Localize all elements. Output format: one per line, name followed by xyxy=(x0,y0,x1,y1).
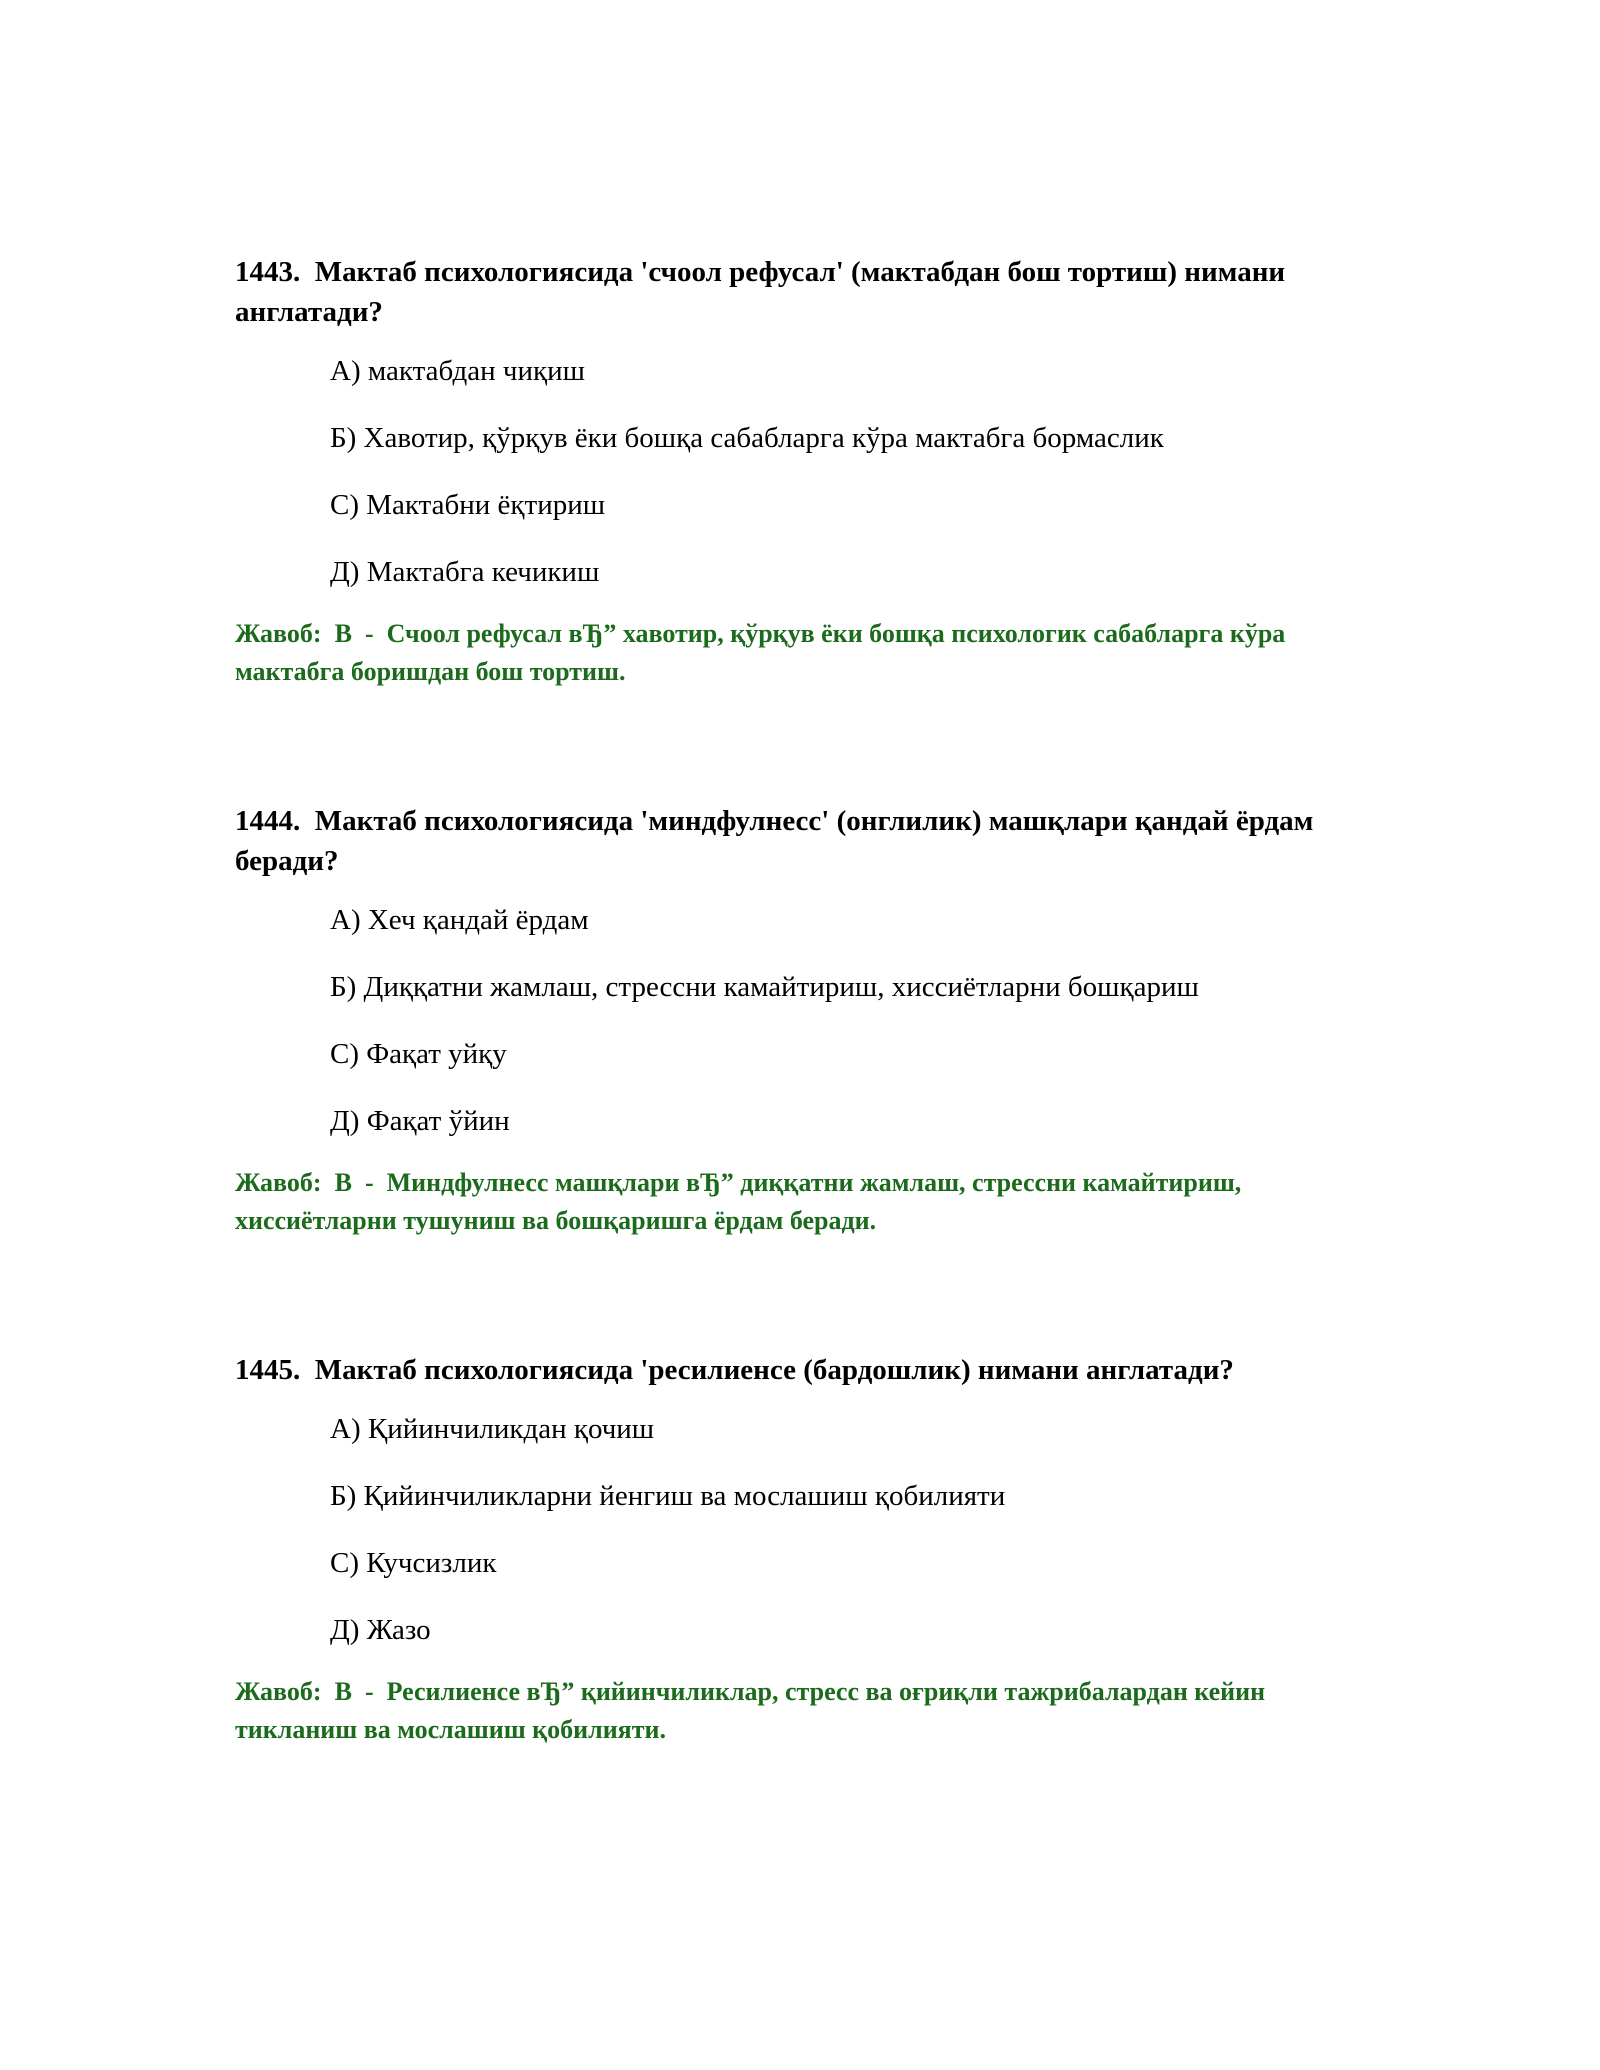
question-1444 xyxy=(235,801,1365,1240)
option-d: Д) Жазо xyxy=(330,1614,431,1646)
option-a: А) мактабдан чиқиш xyxy=(330,355,585,387)
question-number: 1444. xyxy=(235,805,301,837)
option-c: С) Фақат уйқу xyxy=(330,1038,507,1070)
question-text xyxy=(235,801,1365,881)
answer-letter: B xyxy=(334,619,352,648)
options-list xyxy=(235,900,1365,1141)
answer-text: Жавоб: B - Ресилиенсе вЂ” қийинчиликлар, стресс ва оғриқли тажрибалардан кейин тикланиш ва мослашиш қобилияти. xyxy=(235,1677,1266,1744)
option-c: С) Мактабни ёқтириш xyxy=(330,489,606,521)
answer-label: Жавоб: xyxy=(235,1168,322,1197)
answer-label: Жавоб: xyxy=(235,619,322,648)
option-d: Д) Фақат ўйин xyxy=(330,1105,510,1137)
answer-text: Жавоб: B - Миндфулнесс машқлари вЂ” диққатни жамлаш, стрессни камайтириш, хиссиётларни тушуниш ва бошқаришга ёрдам беради. xyxy=(235,1168,1242,1235)
question-number: 1443. xyxy=(235,256,301,288)
question-body: Мактаб психологиясида 'миндфулнесс' (онглилик) машқлари қандай ёрдам беради? xyxy=(235,805,1314,877)
question-number: 1445. xyxy=(235,1354,301,1386)
option-d: Д) Мактабга кечикиш xyxy=(330,556,600,588)
option-c: С) Кучсизлик xyxy=(330,1547,497,1579)
answer-explanation: Счоол рефусал вЂ” хавотир, қўрқув ёки бошқа психологик сабабларга кўра мактабга боришдан бош тортиш. xyxy=(235,619,1286,686)
answer-explanation: Миндфулнесс машқлари вЂ” диққатни жамлаш, стрессни камайтириш, хиссиётларни тушуниш ва бошқаришга ёрдам беради. xyxy=(235,1168,1242,1235)
question-body: Мактаб психологиясида 'ресилиенсе (бардошлик) нимани англатади? xyxy=(314,1354,1234,1386)
answer-explanation: Ресилиенсе вЂ” қийинчиликлар, стресс ва оғриқли тажрибалардан кейин тикланиш ва мослашиш қобилияти. xyxy=(235,1677,1266,1744)
option-b: Б) Хавотир, қўрқув ёки бошқа сабабларга кўра мактабга бормаслик xyxy=(330,422,1164,454)
answer-label: Жавоб: xyxy=(235,1677,322,1706)
option-a: А) Қийинчиликдан қочиш xyxy=(330,1413,655,1445)
options-list xyxy=(235,351,1365,592)
question-text xyxy=(235,1350,1365,1390)
options-list xyxy=(235,1409,1365,1650)
option-b: Б) Диққатни жамлаш, стрессни камайтириш, хиссиётларни бошқариш xyxy=(330,971,1199,1003)
question-text xyxy=(235,252,1365,332)
question-1443 xyxy=(235,252,1365,691)
answer-letter: B xyxy=(334,1168,352,1197)
answer-text: Жавоб: B - Счоол рефусал вЂ” хавотир, қўрқув ёки бошқа психологик сабабларга кўра мактабга боришдан бош тортиш. xyxy=(235,619,1286,686)
option-a: А) Хеч қандай ёрдам xyxy=(330,904,589,936)
option-b: Б) Қийинчиликларни йенгиш ва мослашиш қобилияти xyxy=(330,1480,1006,1512)
answer-letter: B xyxy=(334,1677,352,1706)
question-body: Мактаб психологиясида 'счоол рефусал' (мактабдан бош тортиш) нимани англатади? xyxy=(235,256,1286,328)
question-1445 xyxy=(235,1350,1365,1749)
